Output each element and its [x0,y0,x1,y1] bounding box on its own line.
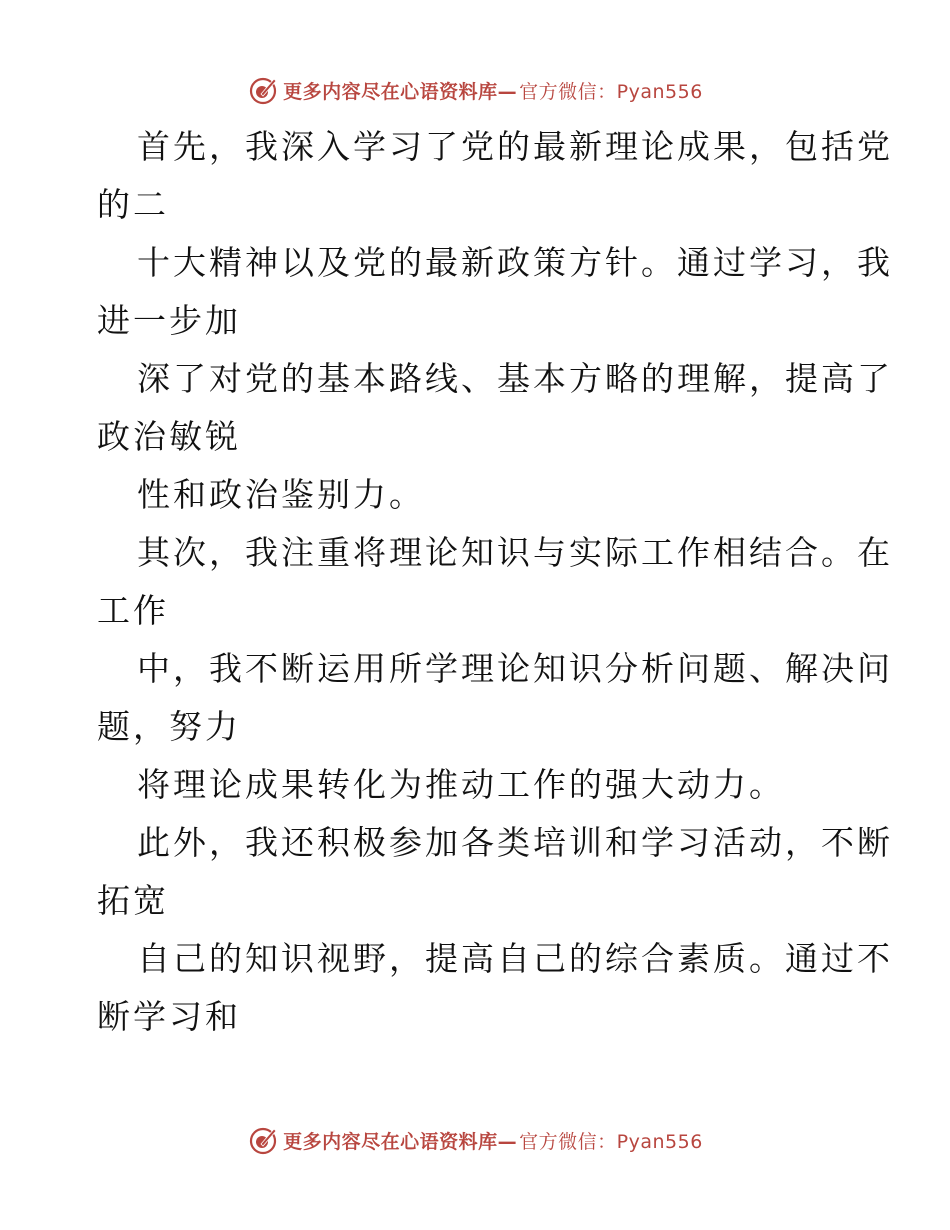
text-line: 题，努力 [97,707,241,746]
pen-logo-icon [247,1124,279,1156]
header-banner-text: 更多内容尽在心语资料库— [283,80,518,103]
text-line: 工作 [97,591,169,630]
text-line: 将理论成果转化为推动工作的强大动力。 [137,765,785,804]
text-line: 中，我不断运用所学理论知识分析问题、解决问 [137,649,893,688]
footer-banner [0,1122,950,1158]
body-text [97,118,893,1046]
footer-banner-text: 更多内容尽在心语资料库— [283,1130,518,1153]
pen-logo-icon [247,74,279,106]
header-banner-wechat: 官方微信：Pyan556 [519,80,703,103]
text-line: 自己的知识视野，提高自己的综合素质。通过不 [137,939,893,978]
text-line: 其次，我注重将理论知识与实际工作相结合。在 [137,533,893,572]
text-line: 拓宽 [97,881,169,920]
header-banner [0,72,950,108]
text-line: 此外，我还积极参加各类培训和学习活动，不断 [137,823,893,862]
text-line: 政治敏锐 [97,417,241,456]
text-line: 进一步加 [97,301,241,340]
text-line: 性和政治鉴别力。 [137,475,425,514]
text-line: 断学习和 [97,997,241,1036]
text-line: 十大精神以及党的最新政策方针。通过学习，我 [137,243,893,282]
text-line: 首先，我深入学习了党的最新理论成果，包括党 [137,127,893,166]
footer-banner-wechat: 官方微信：Pyan556 [519,1130,703,1153]
text-line: 的二 [97,185,169,224]
text-line: 深了对党的基本路线、基本方略的理解，提高了 [137,359,893,398]
